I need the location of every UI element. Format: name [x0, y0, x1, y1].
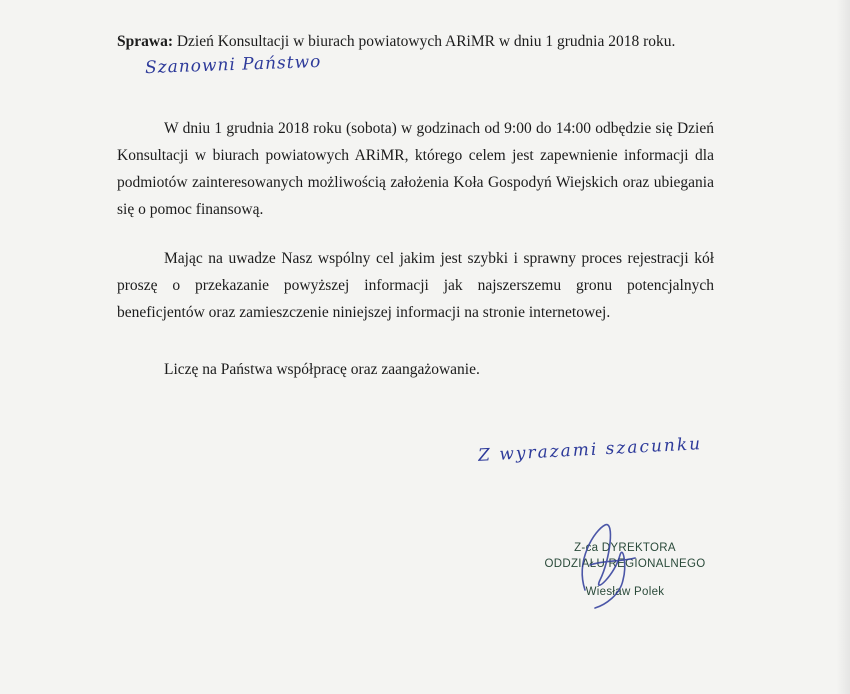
handwritten-greeting: Szanowni Państwo	[144, 51, 322, 79]
handwritten-closing: Z wyrazami szacunku	[477, 434, 703, 466]
subject-line	[117, 33, 675, 51]
page-edge	[836, 0, 850, 694]
paragraph-1: W dniu 1 grudnia 2018 roku (sobota) w godzinach od 9:00 do 14:00 odbędzie się Dzień Konsultacji w biurach powiatowych ARiMR, którego celem jest zapewnienie informacji dla podmiotów zainteresowanych możliwością założenia Koła Gospodyń Wiejskich oraz ubiegania się o pomoc finansową.	[117, 120, 714, 218]
stamp-signatory-name: Wiesław Polek	[585, 586, 665, 598]
signature-scribble	[565, 520, 645, 610]
subject-label: Sprawa:	[117, 33, 173, 50]
paragraph-2: Mając na uwadze Nasz wspólny cel jakim jest szybki i sprawny proces rejestracji kół proszę o przekazanie powyższej informacji jak najszerszemu gronu potencjalnych beneficjentów oraz zamieszczenie niniejszej informacji na stronie internetowej.	[117, 250, 714, 321]
stamp-title-line: Z-ca DYREKTORA	[574, 542, 676, 554]
paragraph-3: Liczę na Państwa współpracę oraz zaangażowanie.	[164, 361, 480, 378]
stamp-department-line: ODDZIAŁU REGIONALNEGO	[544, 558, 706, 570]
subject-text: Dzień Konsultacji w biurach powiatowych ARiMR w dniu 1 grudnia 2018 roku.	[172, 33, 676, 50]
